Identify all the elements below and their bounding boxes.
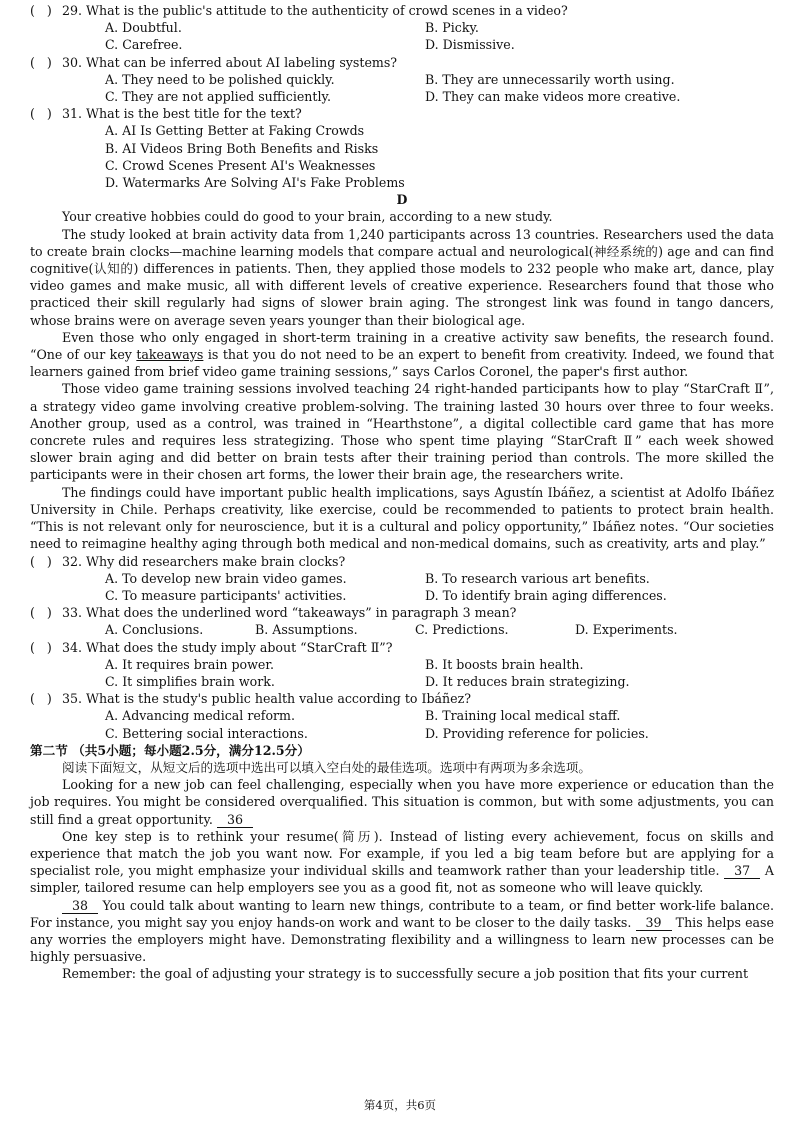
option: A. Conclusions. bbox=[105, 622, 204, 638]
option: D. Experiments. bbox=[575, 622, 678, 638]
question-text: 30. What can be inferred about AI labeling systems? bbox=[62, 54, 398, 70]
option: C. They are not applied sufficiently. bbox=[105, 89, 331, 105]
option: B. It boosts brain health. bbox=[425, 656, 584, 672]
options-34 bbox=[105, 656, 774, 690]
blank-39: 39 bbox=[636, 916, 672, 931]
section2-instruction: 阅读下面短文，从短文后的选项中选出可以填入空白处的最佳选项。选项中有两项为多余选项。 bbox=[62, 759, 591, 775]
options-29 bbox=[105, 19, 774, 53]
option: B. They are unnecessarily worth using. bbox=[425, 71, 675, 87]
options-31 bbox=[105, 122, 774, 191]
question-text: 32. Why did researchers make brain clocks? bbox=[62, 553, 346, 569]
option: D. They can make videos more creative. bbox=[425, 89, 681, 105]
option: C. Carefree. bbox=[105, 37, 183, 53]
underlined-word: takeaways bbox=[136, 347, 204, 363]
option: D. It reduces brain strategizing. bbox=[425, 673, 630, 689]
option: B. Training local medical staff. bbox=[425, 708, 621, 724]
options-33 bbox=[105, 621, 774, 638]
options-35 bbox=[105, 707, 774, 741]
passage-d-p1: Your creative hobbies could do good to your brain, according to a new study. bbox=[62, 209, 553, 225]
option: D. To identify brain aging differences. bbox=[425, 587, 667, 603]
option: C. Bettering social interactions. bbox=[105, 725, 308, 741]
options-32 bbox=[105, 570, 774, 604]
question-text: 35. What is the study's public health value according to Ibáñez? bbox=[62, 691, 471, 707]
blank-36: 36 bbox=[217, 813, 253, 828]
option: D. Providing reference for policies. bbox=[425, 725, 649, 741]
question-35: ( ) 35. What is the study's public health value according to Ibáñez? bbox=[30, 690, 774, 707]
option: D. Watermarks Are Solving AI's Fake Problems bbox=[105, 175, 405, 191]
question-30: ( ) 30. What can be inferred about AI labeling systems? bbox=[30, 54, 774, 71]
option: A. AI Is Getting Better at Faking Crowds bbox=[105, 123, 365, 139]
question-text: 33. What does the underlined word “takeaways” in paragraph 3 mean? bbox=[62, 605, 517, 621]
passage-d-p4: Those video game training sessions involved teaching 24 right-handed participants how to play “StarCraft Ⅱ”, a strategy video game involving creative problem-solving. The training lasted 30 hours over three to four weeks. Another group, used as a control, was trained in “Hearthstone”, a digital collectible card game that has more concrete rules and requires less strategizing. Those who spent time playing “StarCraft Ⅱ” each week showed slower brain aging and did better on brain tests after their training period than controls. The more skilled the participants were in their chosen art forms, the lower their brain age, the researchers write. bbox=[30, 381, 774, 483]
option: D. Dismissive. bbox=[425, 37, 515, 53]
option: C. It simplifies brain work. bbox=[105, 673, 275, 689]
option: C. Crowd Scenes Present AI's Weaknesses bbox=[105, 157, 376, 173]
option: B. Assumptions. bbox=[255, 622, 358, 638]
blank-38: 38 bbox=[62, 899, 98, 914]
section2-title: 第二节 （共5小题；每小题2.5分，满分12.5分） bbox=[30, 742, 310, 758]
question-text: 31. What is the best title for the text? bbox=[62, 106, 302, 122]
question-text: 34. What does the study imply about “StarCraft Ⅱ”? bbox=[62, 639, 393, 655]
option: A. To develop new brain video games. bbox=[105, 570, 347, 586]
option: A. They need to be polished quickly. bbox=[105, 71, 335, 87]
question-32: ( ) 32. Why did researchers make brain clocks? bbox=[30, 553, 774, 570]
question-31: ( ) 31. What is the best title for the text? bbox=[30, 105, 774, 122]
blank-37: 37 bbox=[724, 864, 760, 879]
passage2-p3: 38 You could talk about wanting to learn new things, contribute to a team, or find better work-life balance. For instance, you might say you enjoy hands-on work and want to be closer to the daily tasks. 39 This helps ease any worries the employers might have. Demonstrating flexibility and a willingness to learn new processes can be highly persuasive. bbox=[30, 897, 774, 965]
option: C. Predictions. bbox=[415, 622, 509, 638]
passage2-p4: Remember: the goal of adjusting your strategy is to successfully secure a job position that fits your current bbox=[62, 966, 749, 982]
passage-d-p5: The findings could have important public health implications, says Agustín Ibáñez, a scientist at Adolfo Ibáñez University in Chile. Perhaps creativity, like exercise, could be recommended to patients to protect brain health. “This is not relevant only for neuroscience, but it is a cultural and policy opportunity,” Ibáñez notes. “Our societies need to reimagine healthy aging through both medical and non-medical domains, such as creativity, arts and play.” bbox=[30, 484, 774, 552]
question-33: ( ) 33. What does the underlined word “takeaways” in paragraph 3 mean? bbox=[30, 604, 774, 621]
option: B. To research various art benefits. bbox=[425, 570, 650, 586]
page-footer: 第4页，共6页 bbox=[363, 1097, 437, 1112]
option: A. Advancing medical reform. bbox=[105, 708, 296, 724]
question-34: ( ) 34. What does the study imply about “StarCraft Ⅱ”? bbox=[30, 639, 774, 656]
passage2-p2: One key step is to rethink your resume(简历). Instead of listing every achievement, focus on skills and experience that match the job you want now. For example, if you led a big team before but are applying for a specialist role, you might emphasize your individual skills and teamwork rather than your leadership title. 37 A simpler, tailored resume can help employers see you as a good fit, not as someone who will leave quickly. bbox=[30, 828, 774, 896]
passage2-p1: Looking for a new job can feel challenging, especially when you have more experience or education than the job requires. You might be considered overqualified. This situation is common, but with some adjustments, you can still find a great opportunity. 36 bbox=[30, 777, 774, 827]
option: B. AI Videos Bring Both Benefits and Risks bbox=[105, 140, 379, 156]
section-d-heading: D bbox=[396, 192, 408, 208]
options-30 bbox=[105, 71, 774, 105]
question-text: 29. What is the public's attitude to the authenticity of crowd scenes in a video? bbox=[62, 3, 568, 18]
passage-d-p2: The study looked at brain activity data from 1,240 participants across 13 countries. Researchers used the data to create brain clocks—machine learning models that compare actual and neurological(神经系统的) age and can find cognitive(认知的) differences in patients. Then, they applied those models to 232 people who make art, dance, play video games and make music, all with different levels of creative experience. Researchers found that those who practiced their skill regularly had signs of slower brain aging. The strongest link was found in tango dancers, whose brains were on average seven years younger than their biological age. bbox=[30, 226, 774, 328]
option: A. It requires brain power. bbox=[105, 656, 275, 672]
option: A. Doubtful. bbox=[105, 20, 182, 36]
option: C. To measure participants' activities. bbox=[105, 587, 347, 603]
passage-d-p3: Even those who only engaged in short-term training in a creative activity saw benefits, the research found. “One of our key takeaways is that you do not need to be an expert to benefit from creativity. Indeed, we found that learners gained from brief video game training sessions,” says Carlos Coronel, the paper's first author. bbox=[30, 329, 775, 380]
option: B. Picky. bbox=[425, 20, 479, 36]
question-29: ( ) 29. What is the public's attitude to the authenticity of crowd scenes in a video? bbox=[30, 2, 774, 19]
